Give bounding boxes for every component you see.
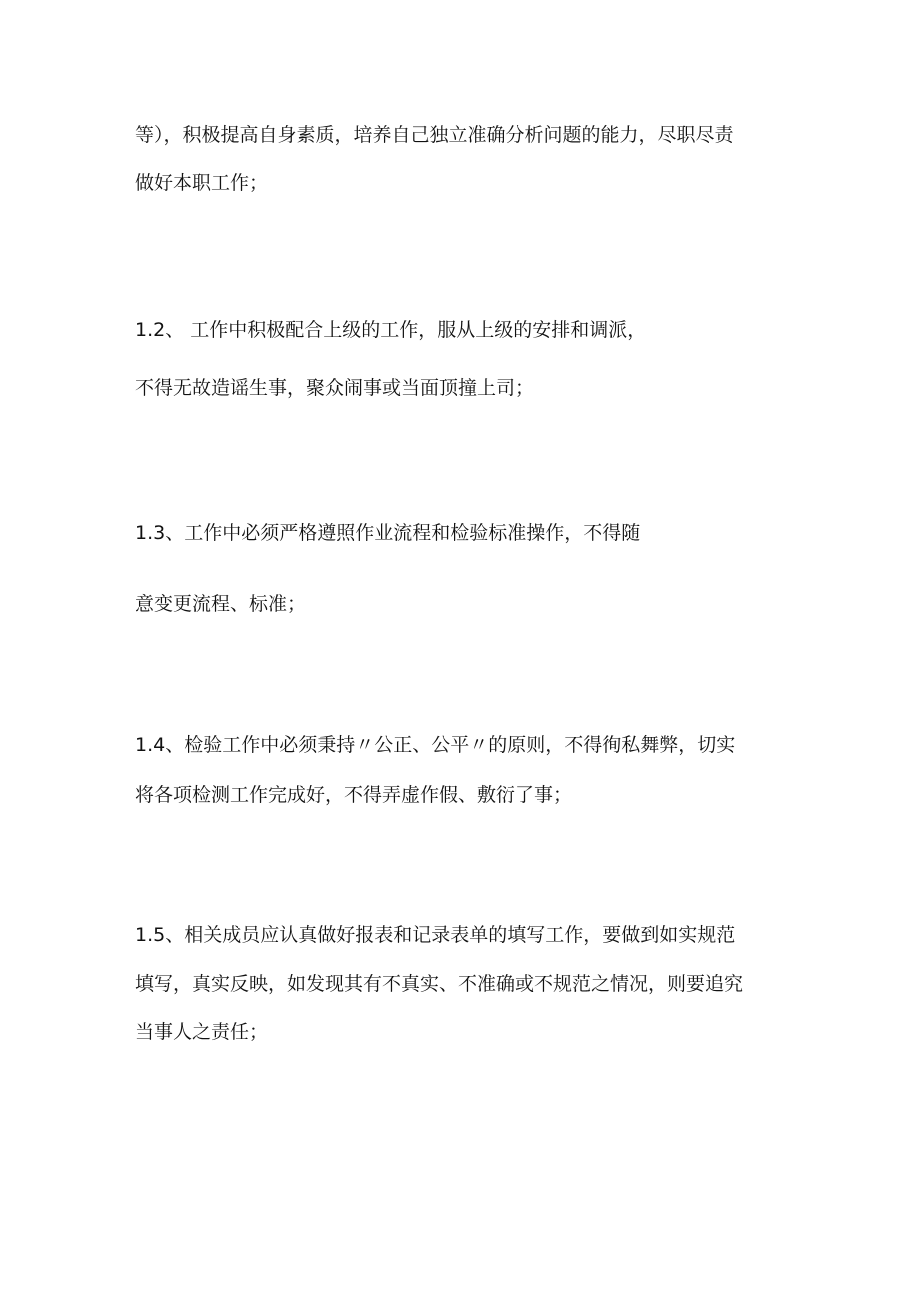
text-line: 1.5、相关成员应认真做好报表和记录表单的填写工作，要做到如实规范	[135, 924, 736, 946]
text-line: 1.3、工作中必须严格遵照作业流程和检验标准操作，不得随	[135, 522, 641, 544]
text-line: 不得无故造谣生事，聚众闹事或当面顶撞上司；	[135, 377, 535, 399]
text-line: 填写，真实反映，如发现其有不真实、不准确或不规范之情况，则要追究	[135, 973, 744, 995]
text-line: 意变更流程、标准；	[135, 593, 307, 615]
text-line: 做好本职工作；	[135, 172, 269, 194]
text-line: 当事人之责任；	[135, 1021, 269, 1043]
text-line: 等），积极提高自身素质，培养自己独立准确分析问题的能力，尽职尽责	[135, 124, 734, 146]
text-line: 将各项检测工作完成好，不得弄虚作假、敷衍了事；	[135, 784, 573, 806]
text-line: 1.2、 工作中积极配合上级的工作，服从上级的安排和调派，	[135, 319, 647, 341]
text-line: 1.4、检验工作中必须秉持〃公正、公平〃的原则，不得徇私舞弊，切实	[135, 734, 736, 756]
